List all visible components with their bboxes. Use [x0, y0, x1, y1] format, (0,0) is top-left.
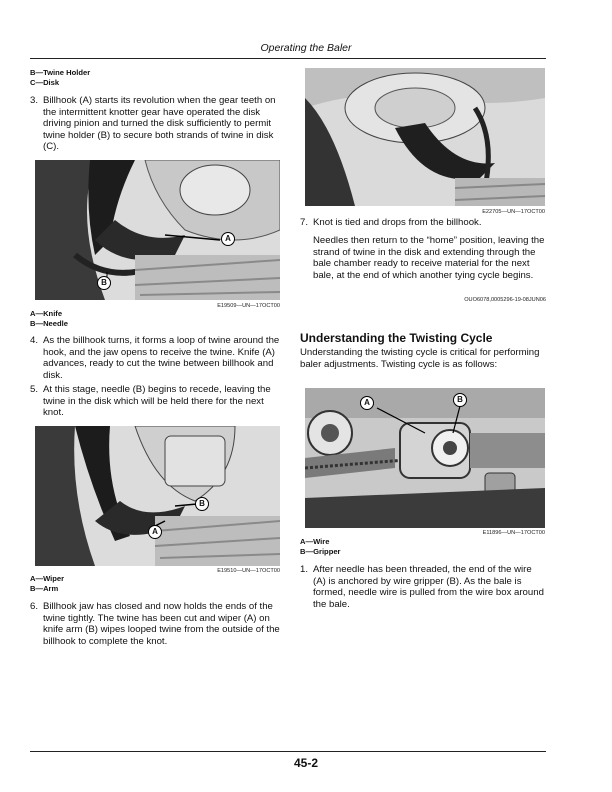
figure-billhook-needle: [35, 426, 280, 566]
header-rule: [30, 58, 546, 59]
legend-line: A—Wire: [300, 537, 330, 546]
figure-code: E11896—UN—17OCT00: [482, 530, 545, 536]
step-7: [300, 217, 546, 229]
callout-b-badge: B: [97, 276, 111, 290]
step-3: [30, 95, 280, 153]
section-heading: Understanding the Twisting Cycle: [300, 331, 493, 345]
step-4: [30, 335, 280, 381]
footer-rule: [30, 751, 546, 752]
callout-a-badge: A: [221, 232, 235, 246]
legend-line: C—Disk: [30, 77, 60, 87]
legend-line: B—Needle: [30, 318, 68, 328]
step-text: Billhook (A) starts its revolution when the gear teeth on the intermittent knotter gear have operated the disk driving pinion and turned the disk sufficiently to permit twine holder (B) to secure both strands of twine in disk (C).: [43, 95, 276, 153]
figure-billhook-knife: [35, 160, 280, 300]
legend-line: B—Gripper: [300, 546, 341, 556]
step-text: Billhook jaw has closed and now holds the ends of the twine tightly. The twine has been cut and wiper (A) on knife arm (B) wipes looped twine from the outside of the billhook to complete the knot.: [43, 601, 280, 647]
step-text: At this stage, needle (B) begins to recede, leaving the twine in the disk which will be held there for the next knot.: [43, 384, 271, 419]
figure-code: E19509—UN—17OCT00: [217, 303, 280, 309]
step-number: 6.: [30, 601, 39, 612]
figure-code: E22705—UN—17OCT00: [482, 209, 545, 215]
legend-knife-needle: [30, 309, 280, 328]
step-number: 5.: [30, 384, 39, 395]
step-number: 1.: [300, 564, 309, 575]
step-number: 7.: [300, 217, 309, 228]
callout-a-badge: A: [148, 525, 162, 539]
callout-b-badge: B: [453, 393, 467, 407]
figure-twisting-cycle: [305, 388, 545, 528]
legend-wiper-arm: [30, 574, 280, 593]
callout-a-badge: A: [360, 396, 374, 410]
page-number: 45-2: [293, 756, 319, 770]
figure-code: E19510—UN—17OCT00: [217, 568, 280, 574]
step-number: 4.: [30, 335, 39, 346]
step-5: [30, 384, 280, 419]
step-6: [30, 601, 280, 647]
callout-b-badge: B: [195, 497, 209, 511]
reference-code: OUO6078,0005296-19-08JUN06: [464, 297, 546, 303]
step-text: As the billhook turns, it forms a loop of twine around the hook, and the jaw opens to receive the twine. Knife (A) advances, ready to cut the twine between billhook and disk.: [43, 335, 280, 381]
section-intro: Understanding the twisting cycle is critical for performing baler adjustments. Twisting cycle is as follows:: [300, 347, 540, 370]
step-1: [300, 564, 546, 610]
legend-twine-holder-disk: [30, 68, 280, 87]
step-7-paragraph: Needles then return to the “home” position, leaving the strand of twine in the disk and extending through the bale chamber ready to receive material for the next bale, at the end of which another tying cycle begins.: [313, 235, 545, 281]
page-header-title: Operating the Baler: [260, 42, 352, 54]
legend-line: A—Wiper: [30, 574, 65, 583]
legend-line: A—Knife: [30, 309, 63, 318]
figure-knot-tied: [305, 68, 545, 206]
step-number: 3.: [30, 95, 39, 106]
legend-line: B—Arm: [30, 583, 59, 593]
step-text: After needle has been threaded, the end of the wire (A) is anchored by wire gripper (B). As the bale is formed, needle wire is pulled from the wire box around the bale.: [313, 564, 544, 610]
legend-wire-gripper: [300, 537, 546, 556]
legend-line: B—Twine Holder: [30, 68, 91, 77]
step-text: Knot is tied and drops from the billhook.: [313, 217, 482, 228]
